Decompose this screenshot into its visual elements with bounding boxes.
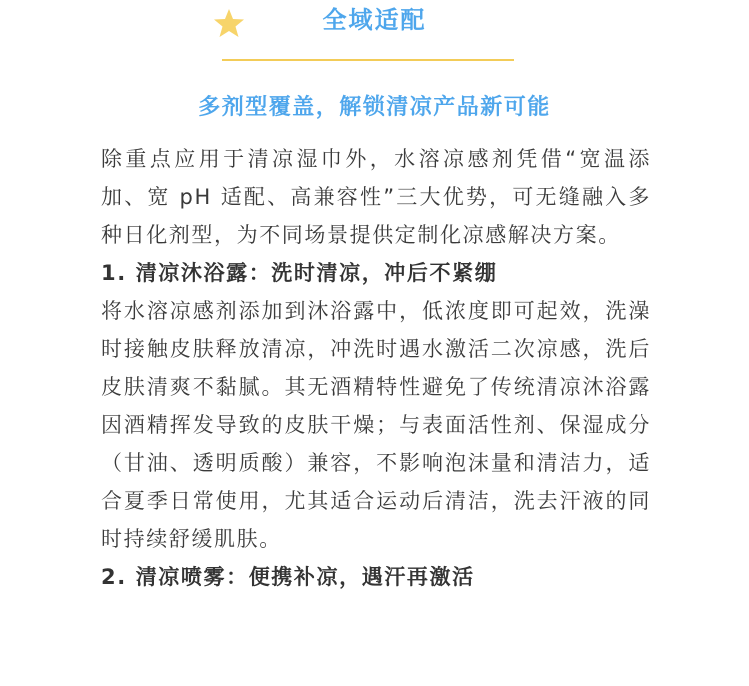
- section-title: 全域适配: [322, 6, 427, 34]
- title-divider: [222, 59, 514, 61]
- item-body-shower-gel: 将水溶凉感剂添加到沐浴露中，低浓度即可起效，洗澡时接触皮肤释放清凉，冲洗时遇水激活二次凉感，洗后皮肤清爽不黏腻。其无酒精特性避免了传统清凉沐浴露因酒精挥发导致的皮肤干燥；与表面活性剂、保湿成分（甘油、透明质酸）兼容，不影响泡沫量和清洁力，适合夏季日常使用，尤其适合运动后清洁，洗去汗液的同时持续舒缓肌肤。: [101, 299, 651, 551]
- section-subtitle: 多剂型覆盖，解锁清凉产品新可能: [198, 95, 551, 120]
- item-heading-shower-gel: 1. 清凉沐浴露：洗时清凉，冲后不紧绷: [101, 261, 498, 285]
- intro-paragraph: 除重点应用于清凉湿巾外，水溶凉感剂凭借“宽温添加、宽 pH 适配、高兼容性”三大优势，可无缝融入多种日化剂型，为不同场景提供定制化凉感解决方案。: [101, 147, 651, 247]
- article-body: [101, 140, 651, 596]
- item-heading-spray: 2. 清凉喷雾：便携补凉，遇汗再激活: [101, 565, 475, 589]
